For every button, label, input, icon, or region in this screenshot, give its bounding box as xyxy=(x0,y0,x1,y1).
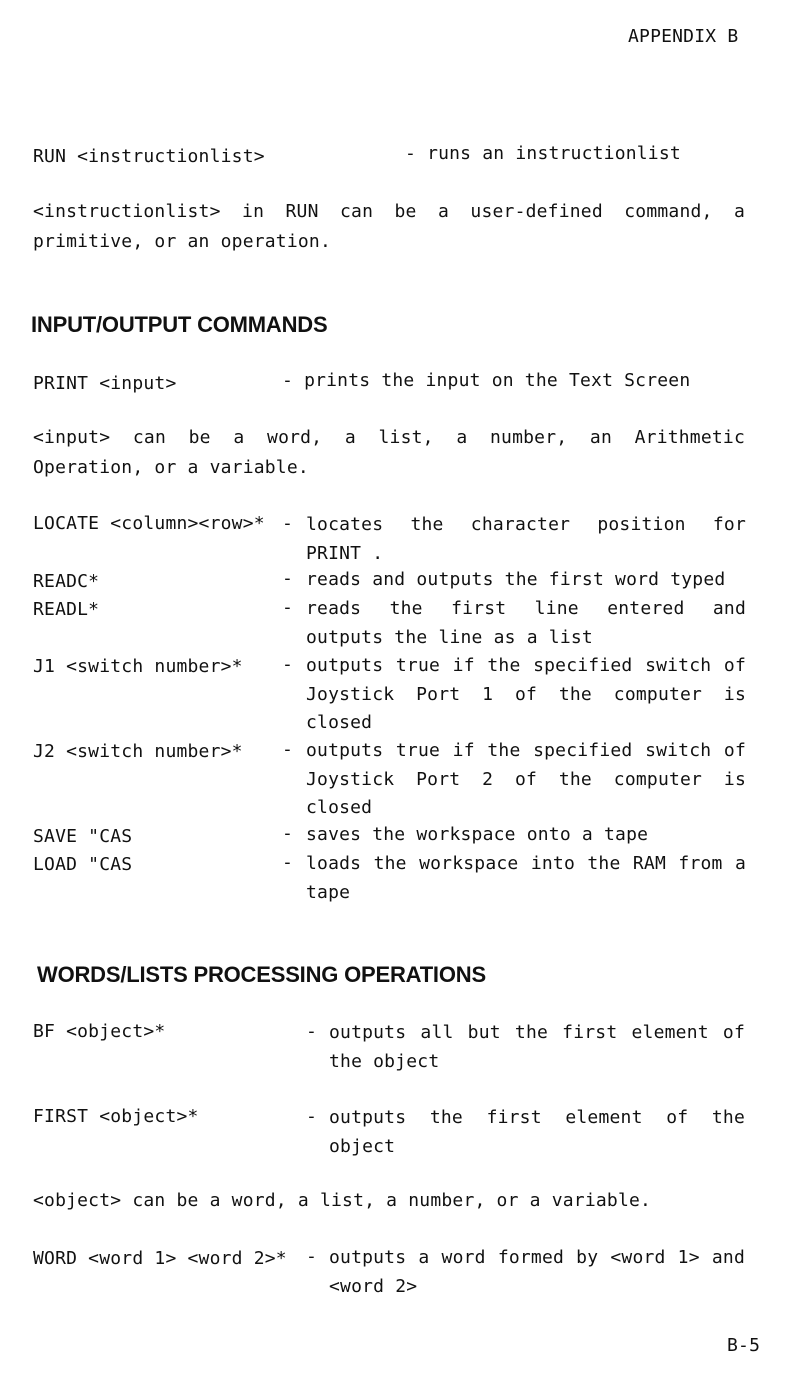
locate-description xyxy=(306,511,746,568)
first-dash: - xyxy=(306,1106,318,1127)
readc-command: READC* xyxy=(33,571,100,592)
word-dash: - xyxy=(306,1246,318,1267)
locate-command: LOCATE <column><row>* xyxy=(33,513,265,534)
first-command: FIRST <object>* xyxy=(33,1106,199,1127)
load-dash: - xyxy=(282,852,294,873)
run-note-line1: <instructionlist> in RUN can be a user-defined command, a xyxy=(33,201,745,222)
page-number: B-5 xyxy=(727,1335,761,1356)
desc-line: the object xyxy=(329,1050,440,1072)
bf-command: BF <object>* xyxy=(33,1021,166,1042)
desc-line: Joystick Port 2 of the computer is xyxy=(306,768,746,790)
desc-line: reads the first line entered and xyxy=(306,598,746,619)
j1-command: J1 <switch number>* xyxy=(33,656,243,677)
locate-dash: - xyxy=(282,513,294,534)
save-dash: - xyxy=(282,823,294,844)
desc-line: <word 2> xyxy=(329,1275,418,1297)
load-description xyxy=(306,850,746,907)
desc-line: Joystick Port 1 of the computer is xyxy=(306,683,746,705)
desc-line: object xyxy=(329,1135,396,1157)
desc-line: closed xyxy=(306,797,373,818)
run-description: - runs an instructionlist xyxy=(405,143,681,164)
j1-dash: - xyxy=(282,654,294,675)
desc-line: locates the character position for xyxy=(306,514,746,535)
bf-dash: - xyxy=(306,1021,318,1042)
readl-command: READL* xyxy=(33,599,100,620)
save-command: SAVE "CAS xyxy=(33,826,133,847)
bf-description xyxy=(329,1019,745,1076)
input-note-line2: Operation, or a variable. xyxy=(33,457,309,478)
io-section-title: INPUT/OUTPUT COMMANDS xyxy=(31,312,328,337)
first-description xyxy=(329,1104,745,1161)
word-description xyxy=(329,1244,745,1301)
readl-description xyxy=(306,595,746,652)
words-section-title: WORDS/LISTS PROCESSING OPERATIONS xyxy=(37,962,486,987)
desc-line: PRINT . xyxy=(306,542,384,564)
desc-line: saves the workspace onto a tape xyxy=(306,824,649,845)
print-command: PRINT <input> xyxy=(33,373,177,394)
desc-line: outputs a word formed by <word 1> and xyxy=(329,1247,745,1268)
print-description: - prints the input on the Text Screen xyxy=(282,370,691,391)
load-command: LOAD "CAS xyxy=(33,854,133,875)
readc-description xyxy=(306,566,746,595)
desc-line: loads the workspace into the RAM from a xyxy=(306,853,746,874)
save-description xyxy=(306,821,746,850)
desc-line: outputs all but the first element of xyxy=(329,1022,745,1043)
object-note: <object> can be a word, a list, a number, or a variable. xyxy=(33,1190,652,1211)
run-note-line2: primitive, or an operation. xyxy=(33,231,331,252)
desc-line: tape xyxy=(306,881,351,903)
word-command: WORD <word 1> <word 2>* xyxy=(33,1248,287,1269)
appendix-header: APPENDIX B xyxy=(628,26,739,47)
desc-line: outputs true if the specified switch of xyxy=(306,740,746,761)
desc-line: outputs the line as a list xyxy=(306,626,593,648)
input-note-line1: <input> can be a word, a list, a number, an Arithmetic xyxy=(33,427,745,448)
readc-dash: - xyxy=(282,568,294,589)
run-command: RUN <instructionlist> xyxy=(33,146,265,167)
readl-dash: - xyxy=(282,597,294,618)
desc-line: reads and outputs the first word typed xyxy=(306,569,726,590)
j2-description xyxy=(306,737,746,823)
desc-line: outputs true if the specified switch of xyxy=(306,655,746,676)
j2-dash: - xyxy=(282,739,294,760)
desc-line: closed xyxy=(306,712,373,733)
desc-line: outputs the first element of the xyxy=(329,1107,745,1128)
j1-description xyxy=(306,652,746,738)
j2-command: J2 <switch number>* xyxy=(33,741,243,762)
